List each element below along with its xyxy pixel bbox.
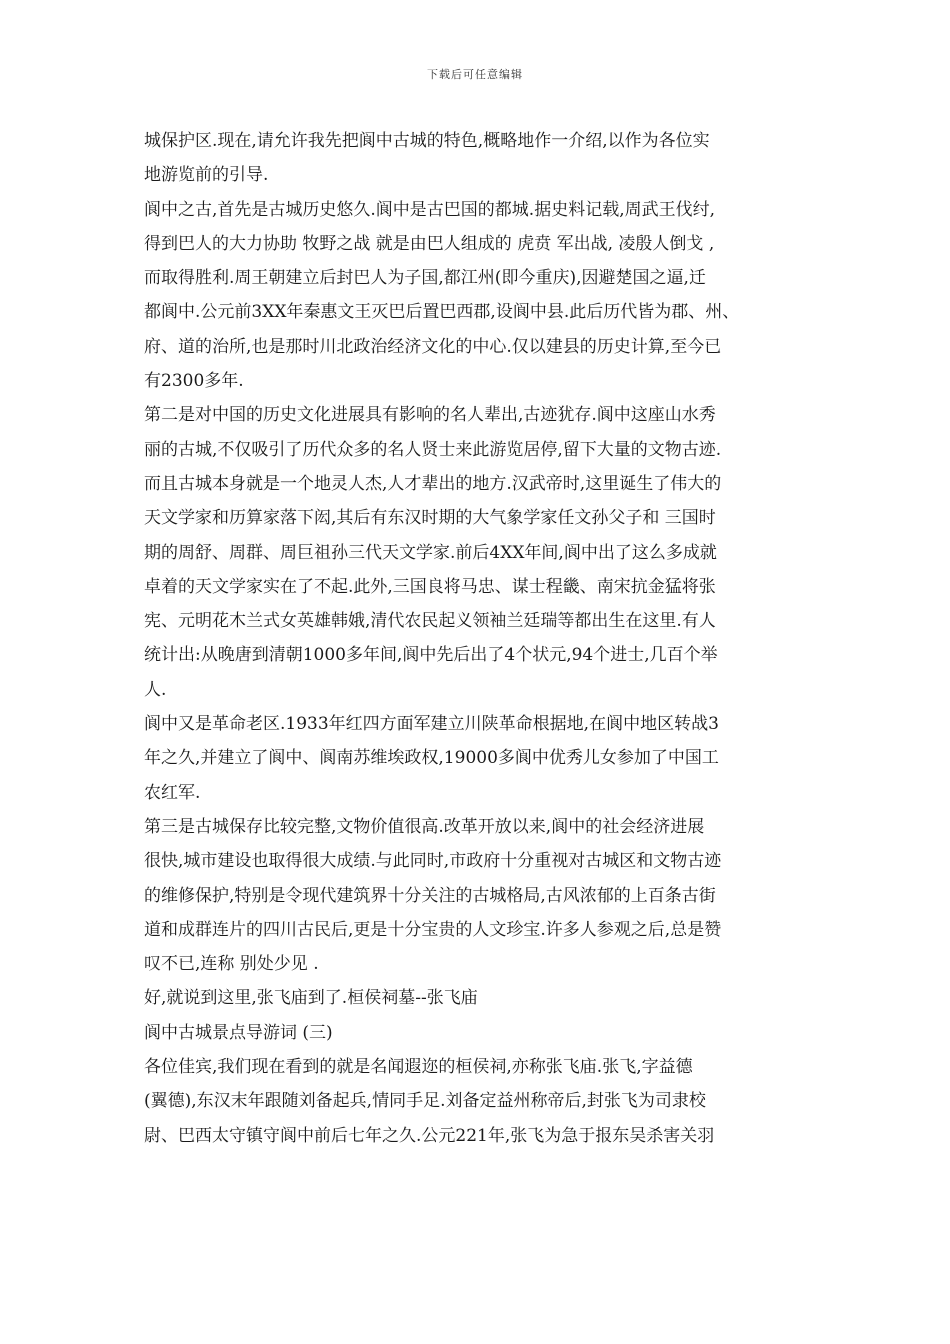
text-line: 而取得胜利.周王朝建立后封巴人为子国,都江州(即今重庆),因避楚国之逼,迁 [144,268,706,289]
text-line: 第二是对中国的历史文化进展具有影响的名人辈出,古迹犹存.阆中这座山水秀 [144,405,716,426]
text-line: 农红军. [144,782,201,803]
text-line: 叹不已,连称 别处少见 . [144,954,319,975]
text-line: 卓着的天文学家实在了不起.此外,三国良将马忠、谋士程畿、南宋抗金猛将张 [144,576,716,597]
text-line: 丽的古城,不仅吸引了历代众多的名人贤士来此游览居停,留下大量的文物古迹. [144,439,722,460]
text-line: 好,就说到这里,张飞庙到了.桓侯祠墓--张飞庙 [144,988,478,1009]
text-line: 第三是古城保存比较完整,文物价值很高.改革开放以来,阆中的社会经济进展 [144,816,705,837]
text-line: 统计出:从晚唐到清朝1000多年间,阆中先后出了4个状元,94个进士,几百个举 [144,645,718,666]
text-line: 的维修保护,特别是令现代建筑界十分关注的古城格局,古风浓郁的上百条古街 [144,885,716,906]
text-line: 府、道的治所,也是那时川北政治经济文化的中心.仅以建县的历史计算,至今已 [144,336,722,357]
text-line: 道和成群连片的四川古民后,更是十分宝贵的人文珍宝.许多人参观之后,总是赞 [144,919,722,940]
text-line: 宪、元明花木兰式女英雄韩娥,清代农民起义领袖兰廷瑞等都出生在这里.有人 [144,611,716,632]
text-line: 而且古城本身就是一个地灵人杰,人才辈出的地方.汉武帝时,这里诞生了伟大的 [144,473,722,494]
text-line: 阆中又是革命老区.1933年红四方面军建立川陕革命根据地,在阆中地区转战3 [144,714,719,735]
text-line: 尉、巴西太守镇守阆中前后七年之久.公元221年,张飞为急于报东吴杀害关羽 [144,1125,715,1146]
text-line: 地游览前的引导. [144,165,269,186]
text-line: 天文学家和历算家落下闳,其后有东汉时期的大气象学家任文孙父子和 三国时 [144,508,716,529]
text-line: 很快,城市建设也取得很大成绩.与此同时,市政府十分重视对古城区和文物古迹 [144,851,722,872]
section-heading: 阆中古城景点导游词 (三) [144,1022,333,1043]
text-line: 城保护区.现在,请允许我先把阆中古城的特色,概略地作一介绍,以作为各位实 [144,131,710,151]
text-line: 人. [144,679,167,700]
document-body [144,124,814,1153]
text-line: 期的周舒、周群、周巨祖孙三代天文学家.前后4XX年间,阆中出了这么多成就 [144,542,717,563]
page-header-note: 下载后可任意编辑 [427,68,523,81]
text-line: 得到巴人的大力协助 牧野之战 就是由巴人组成的 虎贲 军出战, 凌殷人倒戈 , [144,233,715,254]
text-line: (翼德),东汉末年跟随刘备起兵,情同手足.刘备定益州称帝后,封张飞为司隶校 [144,1091,706,1112]
text-line: 阆中之古,首先是古城历史悠久.阆中是古巴国的都城.据史料记载,周武王伐纣, [144,199,716,220]
text-line: 年之久,并建立了阆中、阆南苏维埃政权,19000多阆中优秀儿女参加了中国工 [144,748,719,769]
text-line: 都阆中.公元前3XX年秦惠文王灭巴后置巴西郡,设阆中县.此后历代皆为郡、州、 [144,302,740,323]
text-line: 有2300多年. [144,371,244,392]
text-line: 各位佳宾,我们现在看到的就是名闻遐迩的桓侯祠,亦称张飞庙.张飞,字益德 [144,1057,693,1078]
